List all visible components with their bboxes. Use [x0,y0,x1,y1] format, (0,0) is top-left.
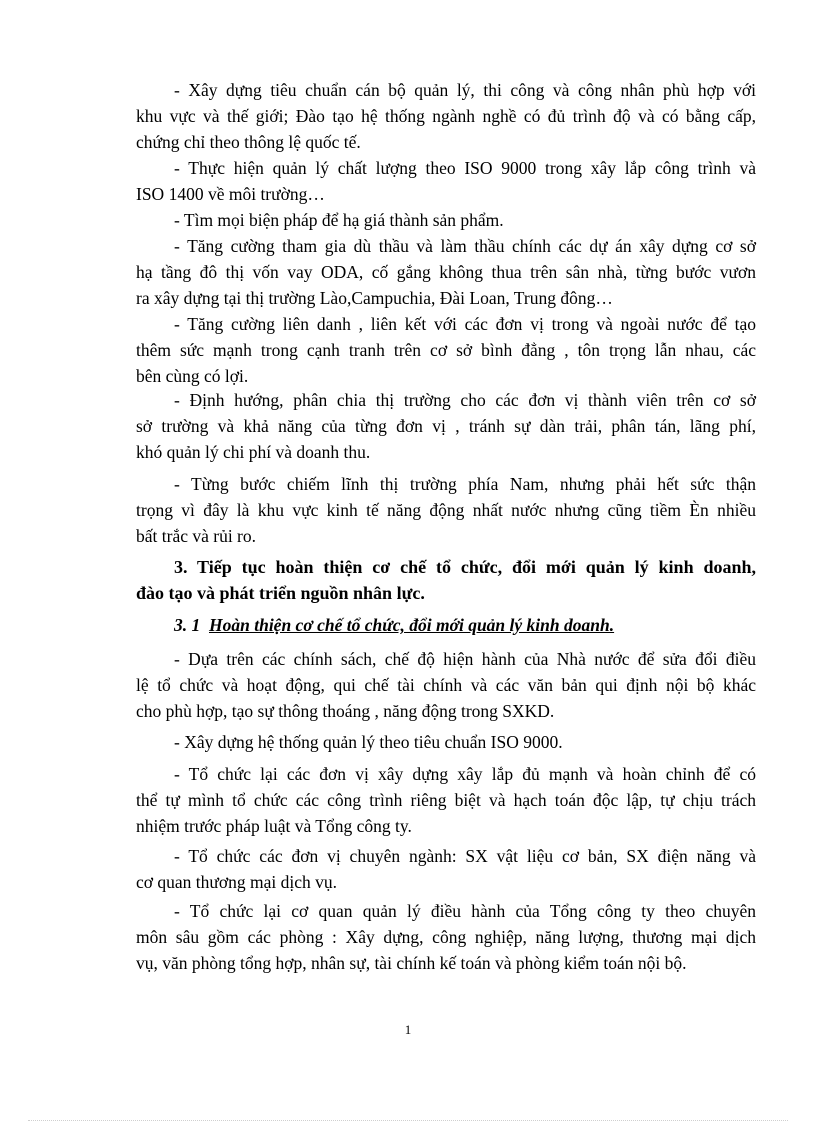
text-line: lệ tổ chức và hoạt động, qui chế tài chính và các văn bản qui định nội bộ khác [136,675,756,695]
text-line: bất trắc và rủi ro. [136,526,257,546]
paragraph [136,898,756,976]
text-line: cơ quan thương mại dịch vụ. [136,872,338,892]
text-line: bên cùng có lợi. [136,366,249,386]
text-line: - Từng bước chiếm lĩnh thị trường phía Nam, nhưng phải hết sức thận [174,474,756,494]
paragraph [136,761,756,839]
text-line: hạ tầng đô thị vốn vay ODA, cố gắng không thua trên sân nhà, từng bước vươn [136,262,756,282]
paragraph [136,471,756,549]
text-line: - Định hướng, phân chia thị trường cho các đơn vị thành viên trên cơ sở [174,390,756,410]
text-line: - Xây dựng tiêu chuẩn cán bộ quản lý, thi công và công nhân phù hợp với [174,80,756,100]
paragraph [136,233,756,311]
text-line: - Tăng cường liên danh , liên kết với các đơn vị trong và ngoài nước để tạo [174,314,756,334]
section-heading [136,554,756,606]
text-line: cho phù hợp, tạo sự thông thoáng , năng động trong SXKD. [136,701,555,721]
text-line: - Tổ chức các đơn vị chuyên ngành: SX vật liệu cơ bản, SX điện năng và [174,846,756,866]
text-line: khu vực và thế giới; Đào tạo hệ thống ngành nghề có đủ trình độ và có bằng cấp, [136,106,756,126]
text-line: khó quản lý chi phí và doanh thu. [136,442,371,462]
text-line: - Tăng cường tham gia dù thầu và làm thầu chính các dự án xây dựng cơ sở [174,236,756,256]
text-line: - Tìm mọi biện pháp để hạ giá thành sản phẩm. [174,210,504,230]
page-number: 1 [404,1022,412,1037]
heading-line: 3. Tiếp tục hoàn thiện cơ chế tổ chức, đổi mới quản lý kinh doanh, [174,557,756,577]
paragraph [136,155,756,207]
text-line: sở trường và khả năng của từng đơn vị , tránh sự dàn trải, phân tán, lãng phí, [136,416,756,436]
subsection-number: 3. 1 [174,615,201,635]
text-line: - Tổ chức lại cơ quan quản lý điều hành của Tổng công ty theo chuyên [174,901,756,921]
text-line: thêm sức mạnh trong cạnh tranh trên cơ sở bình đẳng , tôn trọng lẫn nhau, các [136,340,756,360]
paragraph [136,77,756,155]
paragraph [136,843,756,895]
text-line: - Dựa trên các chính sách, chế độ hiện hành của Nhà nước để sửa đổi điều [174,649,756,669]
text-line: - Tổ chức lại các đơn vị xây dựng xây lắp đủ mạnh và hoàn chỉnh để có [174,764,756,784]
paragraph [136,311,756,389]
text-line: vụ, văn phòng tổng hợp, nhân sự, tài chính kế toán và phòng kiểm toán nội bộ. [136,953,687,973]
paragraph [136,729,756,755]
heading-line: đào tạo và phát triển nguồn nhân lực. [136,583,425,603]
text-line: - Xây dựng hệ thống quản lý theo tiêu chuẩn ISO 9000. [174,732,563,752]
text-line: trọng vì đây là khu vực kinh tế năng động nhất nước nhưng cũng tiềm Èn nhiều [136,500,756,520]
subsection-title: Hoàn thiện cơ chế tổ chức, đổi mới quản lý kinh doanh. [209,615,615,635]
paragraph [136,387,756,465]
paragraph [136,646,756,724]
text-line: - Thực hiện quản lý chất lượng theo ISO 9000 trong xây lắp công trình và [174,158,756,178]
subsection-heading [136,612,756,638]
paragraph [136,207,756,233]
text-line: chứng chỉ theo thông lệ quốc tế. [136,132,361,152]
text-line: ra xây dựng tại thị trường Lào,Campuchia, Đài Loan, Trung đông… [136,288,613,308]
text-line: nhiệm trước pháp luật và Tổng công ty. [136,816,412,836]
text-line: thể tự mình tổ chức các công trình riêng biệt và hạch toán độc lập, tự chịu trách [136,790,756,810]
page-bottom-divider [28,1120,788,1121]
text-line: ISO 1400 về môi trường… [136,184,325,204]
text-line: môn sâu gồm các phòng : Xây dựng, công nghiệp, năng lượng, thương mại dịch [136,927,756,947]
